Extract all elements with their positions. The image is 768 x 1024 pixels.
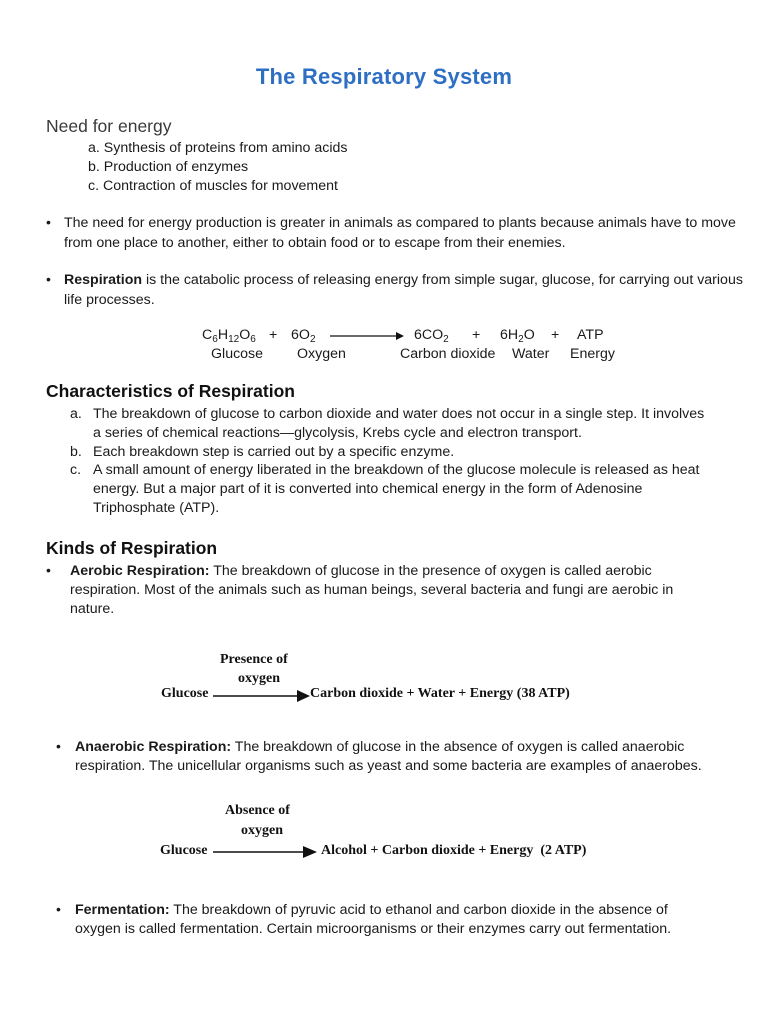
list-marker: b. — [70, 444, 82, 460]
label-carbon-dioxide: Carbon dioxide — [400, 346, 496, 362]
bullet-icon: • — [56, 901, 61, 917]
characteristic-c-line-3: Triphosphate (ATP). — [93, 500, 220, 516]
formula-water: $6H_2O$ — [500, 327, 535, 345]
plus-sign: + — [472, 327, 481, 343]
energy-need-paragraph: The need for energy production is greater in animals as compared to plants because animals have to move from one place to another, either to obtain food or to escape from their enemies. — [64, 215, 736, 251]
anaerobic-line-1: Anaerobic Respiration: The breakdown of glucose in the absence of oxygen is called anaerobic — [75, 739, 685, 755]
label-water: Water — [512, 346, 550, 362]
formula-carbon-dioxide: $6CO_2$ — [414, 327, 449, 345]
formula-glucose: $C_6H_{12}O_6$ — [202, 327, 256, 345]
list-marker: c. — [70, 462, 82, 478]
plus-sign: + — [269, 327, 278, 343]
list-item-text: Production of enzymes — [103, 159, 249, 175]
anaerobic-arrow-icon — [213, 843, 317, 861]
bullet-icon: • — [46, 214, 51, 230]
respiration-paragraph — [64, 271, 754, 310]
aerobic-reactant: Glucose — [161, 686, 209, 701]
aerobic-line-1: Aerobic Respiration: The breakdown of glucose in the presence of oxygen is called aerobic — [70, 563, 652, 579]
aerobic-products: Carbon dioxide + Water + Energy (38 ATP) — [310, 686, 570, 701]
formula-atp: ATP — [577, 327, 604, 343]
aerobic-line-2: respiration. Most of the animals such as human beings, several bacteria and fungi are aerobic in — [70, 582, 674, 598]
list-marker: b. — [88, 159, 100, 175]
characteristic-b-line-1: Each breakdown step is carried out by a specific enzyme. — [93, 444, 455, 460]
anaerobic-condition-line-1: Absence of — [225, 803, 290, 818]
fermentation-term: Fermentation: — [75, 902, 170, 918]
label-energy: Energy — [570, 346, 615, 362]
list-item-text: Contraction of muscles for movement — [103, 178, 338, 194]
bullet-icon: • — [46, 562, 51, 578]
anaerobic-line-2: respiration. The unicellular organisms such as yeast and some bacteria are examples of anaerobes. — [75, 758, 702, 774]
characteristic-c-line-2: energy. But a major part of it is converted into chemical energy in the form of Adenosine — [93, 481, 643, 497]
page-title: The Respiratory System — [255, 64, 513, 89]
bullet-icon: • — [46, 271, 51, 287]
aerobic-arrow-icon — [213, 687, 310, 705]
bullet-icon: • — [56, 738, 61, 754]
formula-oxygen: $6O_2$ — [291, 327, 316, 345]
aerobic-line-3: nature. — [70, 601, 115, 617]
characteristic-a-line-2: a series of chemical reactions—glycolysis, Krebs cycle and electron transport. — [93, 425, 582, 441]
anaerobic-products: Alcohol + Carbon dioxide + Energy (2 ATP) — [321, 843, 587, 858]
characteristic-c-line-1: A small amount of energy liberated in the breakdown of the glucose molecule is released as heat — [93, 462, 700, 478]
label-oxygen: Oxygen — [297, 346, 346, 362]
label-glucose: Glucose — [211, 346, 264, 362]
aerobic-condition-line-2: oxygen — [238, 671, 280, 686]
plus-sign: + — [551, 327, 560, 343]
list-marker: c. — [88, 178, 100, 194]
aerobic-condition-line-1: Presence of — [220, 652, 288, 667]
need-item-c — [88, 177, 338, 196]
list-marker: a. — [88, 140, 100, 156]
list-item-text: Synthesis of proteins from amino acids — [103, 140, 348, 156]
aerobic-term: Aerobic Respiration: — [70, 563, 210, 579]
anaerobic-reactant: Glucose — [160, 843, 208, 858]
list-marker: a. — [70, 406, 82, 422]
respiration-definition: is the catabolic process of releasing energy from simple sugar, glucose, for carrying out various life processes. — [64, 272, 743, 308]
kinds-heading: Kinds of Respiration — [46, 538, 218, 558]
characteristic-a-line-1: The breakdown of glucose to carbon dioxide and water does not occur in a single step. It involves — [93, 406, 705, 422]
need-item-b — [88, 158, 248, 177]
fermentation-line-1: Fermentation: The breakdown of pyruvic acid to ethanol and carbon dioxide in the absence of — [75, 902, 668, 918]
need-item-a — [88, 139, 347, 158]
anaerobic-term: Anaerobic Respiration: — [75, 739, 232, 755]
need-for-energy-heading: Need for energy — [46, 116, 172, 136]
fermentation-line-2: oxygen is called fermentation. Certain microorganisms or their enzymes carry out fermentation. — [75, 921, 672, 937]
characteristics-heading: Characteristics of Respiration — [46, 381, 295, 401]
anaerobic-condition-line-2: oxygen — [241, 823, 283, 838]
reaction-arrow-icon — [330, 326, 404, 346]
respiration-term: Respiration — [64, 272, 143, 288]
